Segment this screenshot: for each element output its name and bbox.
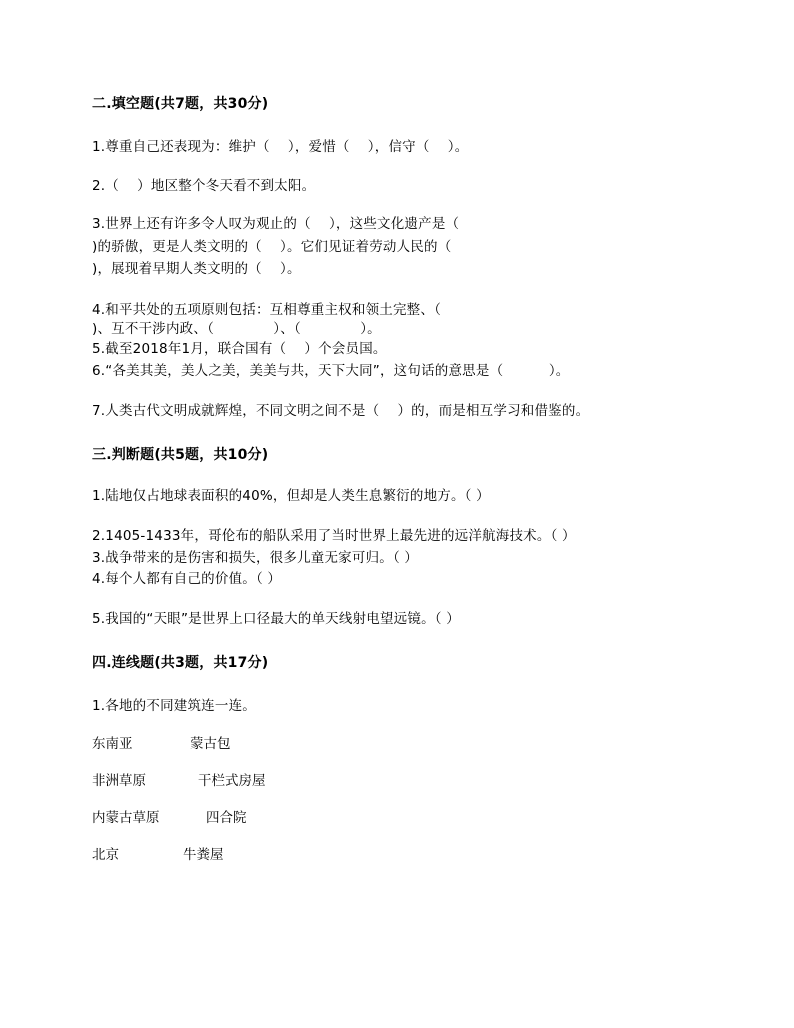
question-fill-2: 2.（ ）地区整个冬天看不到太阳。 — [92, 178, 316, 194]
question-fill-4-line-2: )、互不干涉内政、（ ）、（ ）。 — [92, 321, 381, 337]
question-fill-4-line-1: 4.和平共处的五项原则包括：互相尊重主权和领土完整、（ — [92, 302, 442, 318]
match-right-item: 蒙古包 — [190, 736, 231, 752]
match-left-item: 东南亚 — [92, 736, 133, 752]
question-fill-7: 7.人类古代文明成就辉煌，不同文明之间不是（ ）的，而是相互学习和借鉴的。 — [92, 403, 590, 419]
match-left-item: 内蒙古草原 — [92, 810, 160, 826]
match-left-item: 非洲草原 — [92, 773, 146, 789]
section-heading-matching: 四.连线题(共3题，共17分) — [92, 655, 269, 671]
section-heading-fill-blank: 二.填空题(共7题，共30分) — [92, 96, 269, 112]
question-match-1: 1.各地的不同建筑连一连。 — [92, 698, 256, 714]
match-left-item: 北京 — [92, 847, 119, 863]
question-judge-3: 3.战争带来的是伤害和损失，很多儿童无家可归。（ ） — [92, 550, 419, 566]
question-judge-5: 5.我国的“天眼”是世界上口径最大的单天线射电望远镜。（ ） — [92, 611, 460, 627]
match-right-item: 干栏式房屋 — [198, 773, 266, 789]
question-judge-4: 4.每个人都有自己的价值。（ ） — [92, 571, 282, 587]
question-fill-1: 1.尊重自己还表现为：维护（ ），爱惜（ ），信守（ ）。 — [92, 139, 469, 155]
question-fill-6: 6.“各美其美，美人之美，美美与共，天下大同”，这句话的意思是（ ）。 — [92, 363, 570, 379]
match-right-item: 牛粪屋 — [183, 847, 224, 863]
question-fill-3-line-3: )，展现着早期人类文明的（ ）。 — [92, 261, 301, 277]
question-judge-1: 1.陆地仅占地球表面积的40%，但却是人类生息繁衍的地方。（ ） — [92, 488, 490, 504]
question-judge-2: 2.1405-1433年，哥伦布的船队采用了当时世界上最先进的远洋航海技术。（ ） — [92, 528, 576, 544]
match-right-item: 四合院 — [206, 810, 247, 826]
question-fill-3-line-2: )的骄傲，更是人类文明的（ ）。它们见证着劳动人民的（ — [92, 239, 452, 255]
question-fill-5: 5.截至2018年1月，联合国有（ ）个会员国。 — [92, 341, 387, 357]
question-fill-3-line-1: 3.世界上还有许多令人叹为观止的（ ），这些文化遗产是（ — [92, 216, 460, 232]
section-heading-judgement: 三.判断题(共5题，共10分) — [92, 447, 269, 463]
